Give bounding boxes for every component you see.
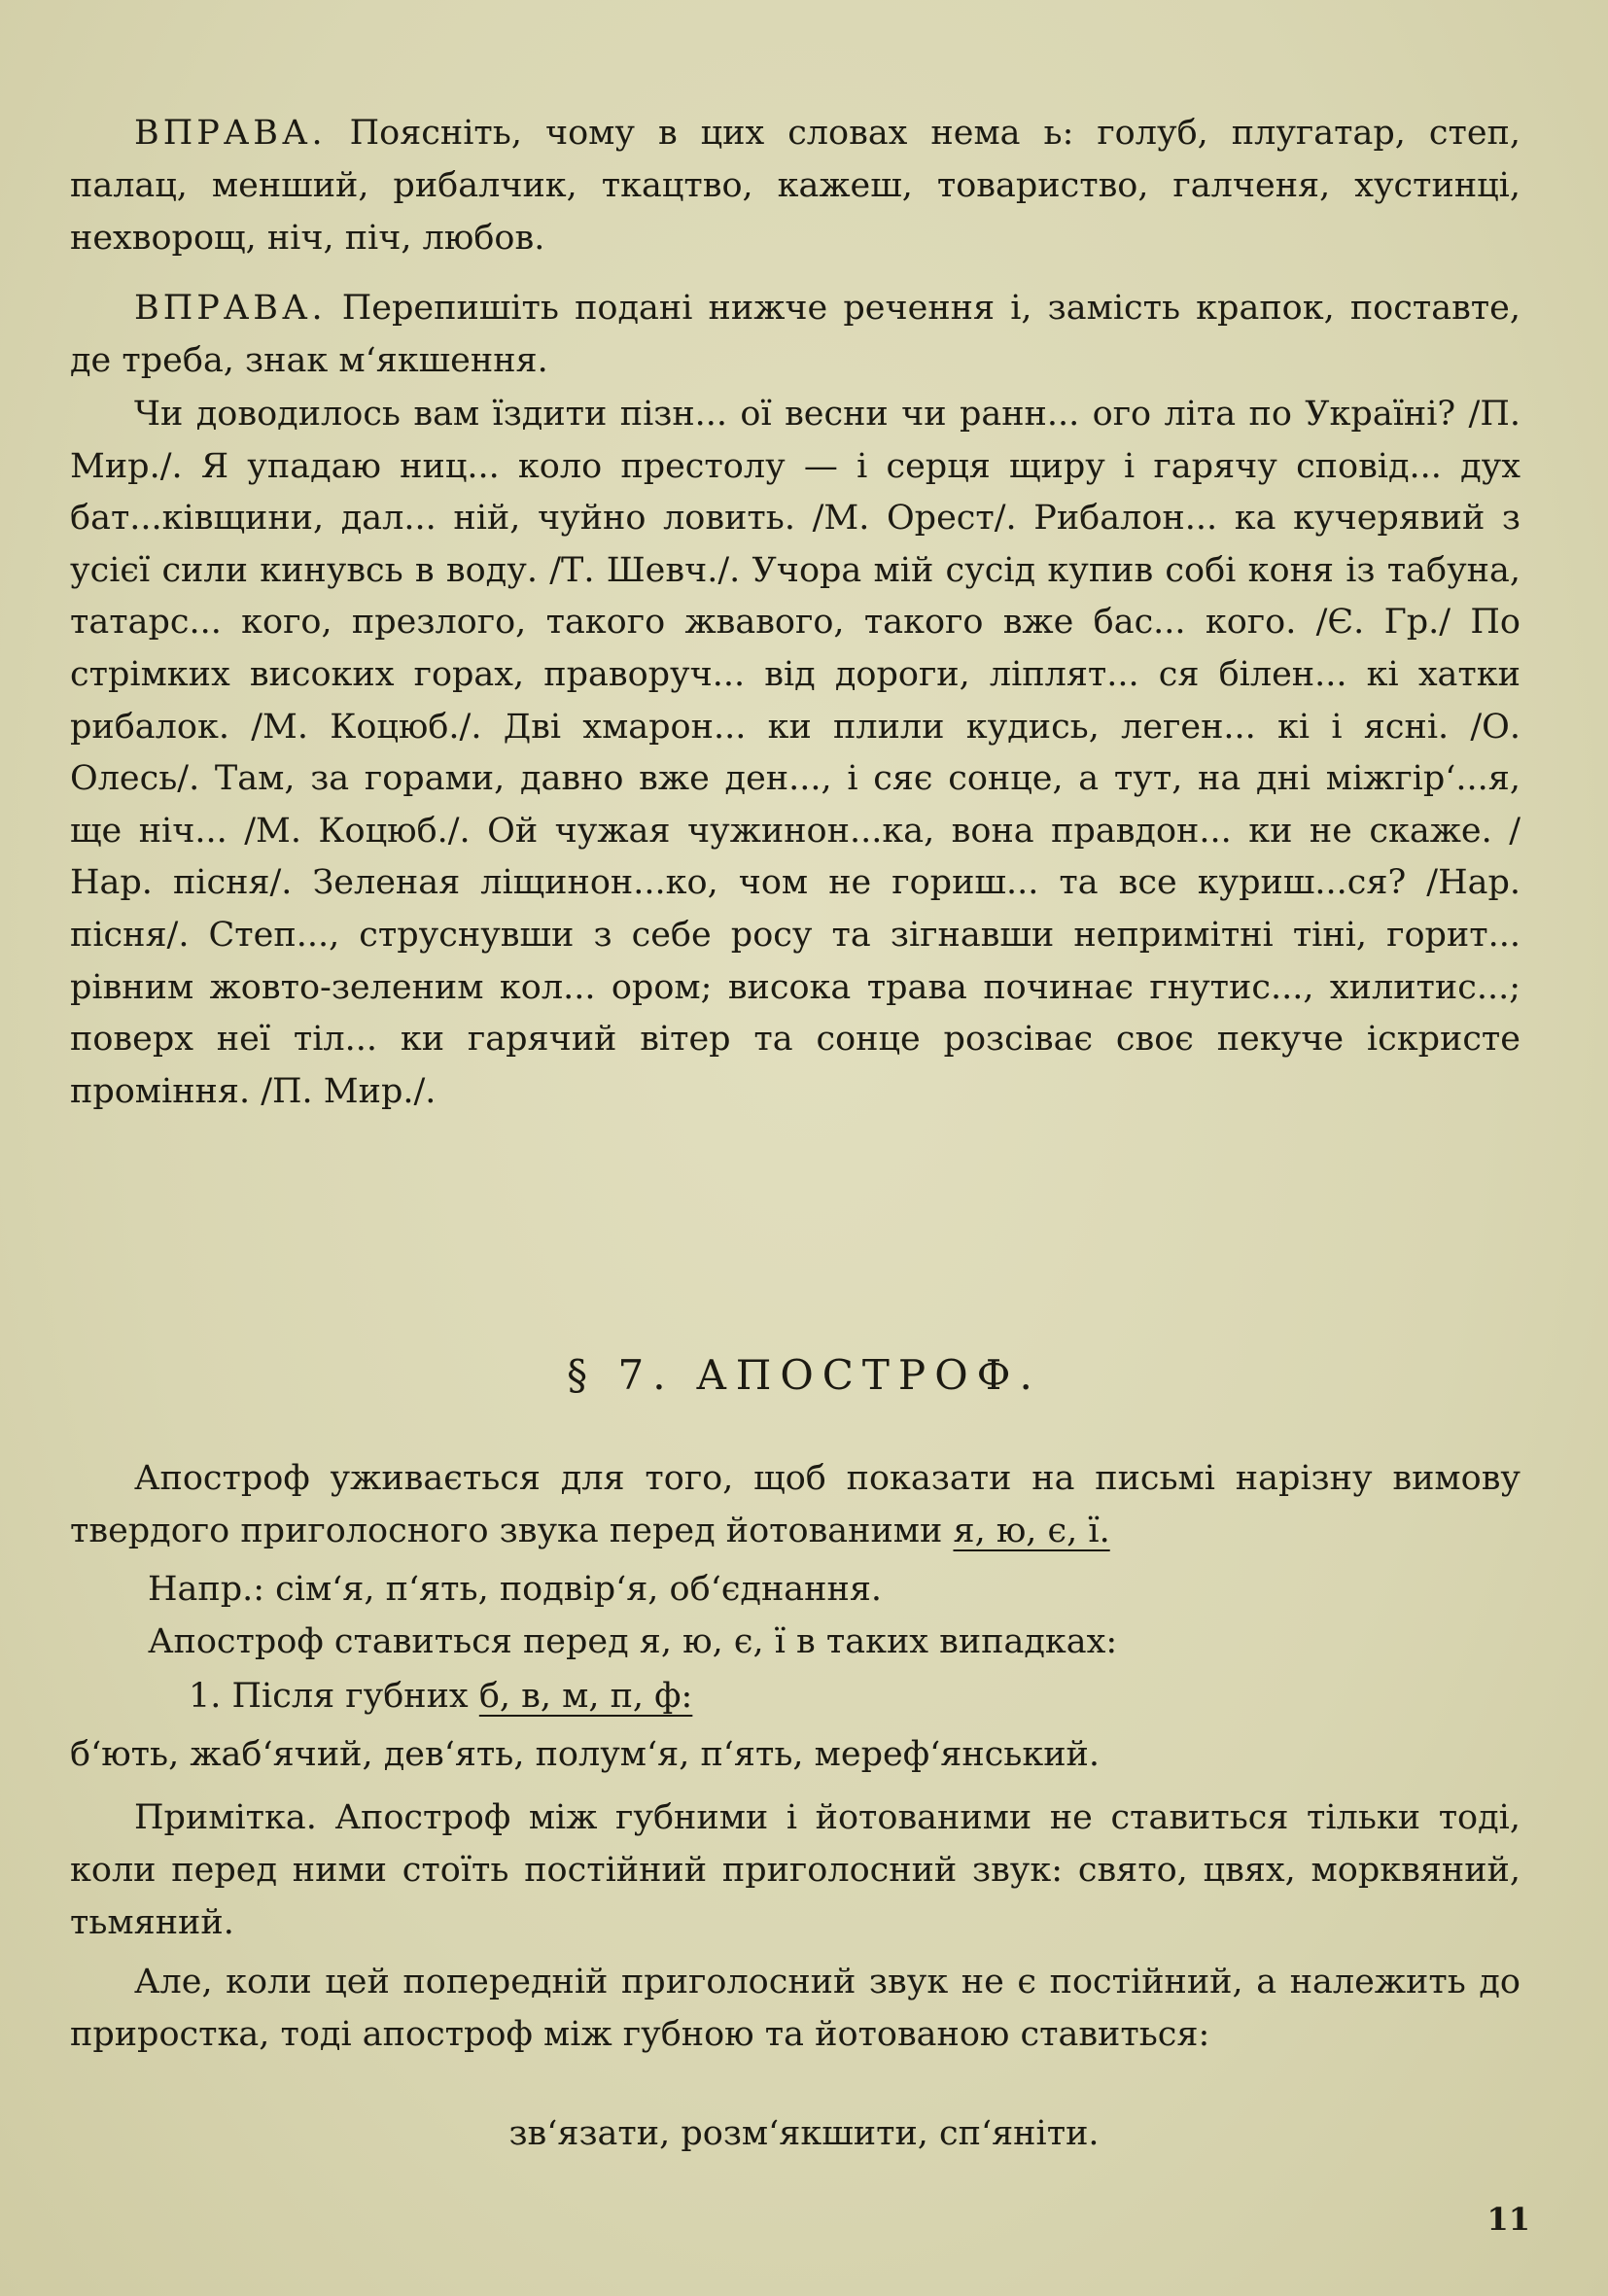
exercise-1-text: Поясніть, чому в цих словах нема ь: голуб, плугатар, степ, палац, менший, рибалчик, ткацтво, кажеш, товариство, галченя, хустинці, нехворощ, ніч, піч, любов. <box>70 114 1521 258</box>
note-1-text: Примітка. Апостроф між губними і йотованими не ставиться тільки тоді, коли перед ними стоїть постійний приголосний звук: свято, цвях, морквяний, тьмяний. <box>70 1798 1521 1942</box>
exercise-2 <box>70 282 1521 387</box>
exercise-2-label: ВПРАВА. <box>134 289 327 328</box>
section-heading: § 7. АПОСТРОФ. <box>567 1351 1041 1399</box>
exercise-1 <box>70 107 1521 264</box>
case-1 <box>189 1670 692 1722</box>
iotated-letters: я, ю, є, ї. <box>953 1512 1110 1550</box>
exercise-sentences <box>70 389 1521 1118</box>
exercise-1-label: ВПРАВА. <box>134 114 327 153</box>
case-1-words: б‘ють, жаб‘ячий, дев‘ять, полум‘я, п‘ять, мереф‘янський. <box>70 1735 1100 1774</box>
note-2 <box>70 1956 1521 2061</box>
final-words: зв‘язати, розм‘якшити, сп‘яніти. <box>508 2114 1100 2153</box>
apostrophe-intro <box>70 1452 1521 1557</box>
labial-letters: б, в, м, п, ф: <box>478 1677 693 1716</box>
note-1 <box>70 1792 1521 1949</box>
exercise-2-text: Перепишіть подані нижче речення і, замість крапок, поставте, де треба, знак м‘якшення. <box>70 289 1521 380</box>
intro-text: Апостроф уживається для того, щоб показати на письмі нарізну вимову твердого приголосного звука перед йотованими <box>70 1459 1521 1550</box>
exercise-sentences-text: Чи доводилось вам їздити пізн... ої весни чи ранн... ого літа по Україні? /П. Мир./. Я упадаю ниц... коло престолу — і серця щиру і гарячу сповід... дух бат...ківщини, дал... ній, чуйно ловить. /М. Орест/. Рибалон... ка кучерявий з усієї сили кинувсь в воду. /Т. Шевч./. Учора мій сусід купив собі коня із табуна, татарс... кого, презлого, такого жвавого, такого вже бас... кого. /Є. Гр./ По стрімких високих горах, праворуч... від дороги, ліплят... ся білен... кі хатки рибалок. /М. Коцюб./. Дві хмарон... ки плили кудись, леген... кі і ясні. /О. Олесь/. Там, за горами, давно вже ден..., і сяє сонце, а тут, на дні міжгір‘...я, ще ніч... /М. Коцюб./. Ой чужая чужинон...ка, вона правдон... ки не скаже. /Нар. пісня/. Зеленая ліщинон...ко, чом не гориш... та все куриш...ся? /Нар. пісня/. Степ..., струснувши з себе росу та зігнавши непримітні тіні, горит... рівним жовто-зеленим кол... ором; висока трава починає гнутис..., хилитис...; поверх неї тіл... ки гарячий вітер та сонце розсіває своє пекуче іскристе проміння. /П. Мир./. <box>70 395 1521 1111</box>
page-number: 11 <box>1486 2201 1530 2238</box>
note-2-text: Але, коли цей попередній приголосний звук не є постійний, а належить до приростка, тоді апостроф між губною та йотованою ставиться: <box>70 1963 1521 2054</box>
case-1-prefix: 1. Після губних <box>189 1677 479 1716</box>
example-line: Напр.: сім‘я, п‘ять, подвір‘я, об‘єднання. <box>148 1570 883 1609</box>
rule-line: Апостроф ставиться перед я, ю, є, ї в таких випадках: <box>148 1622 1118 1661</box>
